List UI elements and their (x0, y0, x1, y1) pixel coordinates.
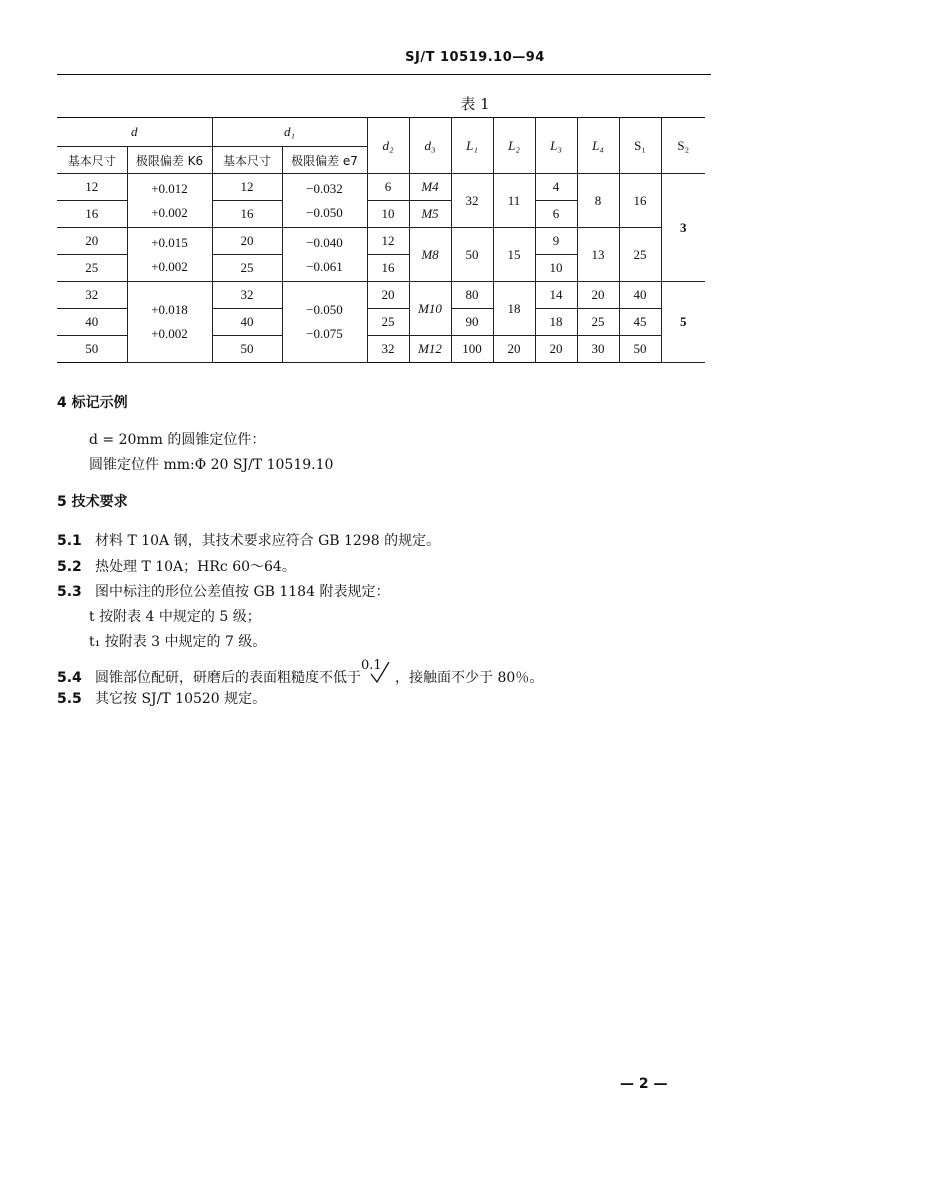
L2-cell: 11 (493, 174, 535, 228)
d-basic-cell: 50 (57, 336, 127, 363)
S1-cell: 45 (619, 309, 661, 336)
L4-cell: 13 (577, 228, 619, 282)
section-5-title: 5 技术要求 (57, 494, 128, 510)
item-text: 圆锥部位配研，研磨后的表面粗糙度不低于 (95, 670, 361, 686)
d1-basic-cell: 25 (212, 255, 282, 282)
col-header-L4: L₄ (577, 118, 619, 174)
page-number: — 2 — (620, 1076, 668, 1092)
requirement-5-3-t1 (89, 632, 266, 652)
d1-deviation-cell: −0.032 −0.050 (282, 174, 367, 228)
d-basic-cell: 25 (57, 255, 127, 282)
subheader-d-basic: 基本尺寸 (57, 147, 127, 174)
roughness-check-icon (361, 662, 395, 684)
L4-cell: 30 (577, 336, 619, 363)
L3-cell: 14 (535, 282, 577, 309)
L4-cell: 25 (577, 309, 619, 336)
subheader-d-deviation: 极限偏差 K6 (127, 147, 212, 174)
requirement-5-5 (57, 689, 266, 709)
L2-cell: 18 (493, 282, 535, 336)
marking-example-line-2: 圆锥定位件 mm:Φ 20 SJ/T 10519.10 (89, 457, 334, 473)
table-row (57, 228, 705, 255)
d-basic-cell: 32 (57, 282, 127, 309)
d1-deviation-cell: −0.040 −0.061 (282, 228, 367, 282)
d-deviation-cell: +0.015 +0.002 (127, 228, 212, 282)
item-number: 5.2 (57, 559, 82, 575)
d-deviation-cell: +0.012 +0.002 (127, 174, 212, 228)
d2-cell: 16 (367, 255, 409, 282)
S1-cell: 16 (619, 174, 661, 228)
d2-cell: 10 (367, 201, 409, 228)
section-4-title: 4 标记示例 (57, 395, 128, 411)
item-text-after: ，接触面不少于 80％。 (395, 670, 544, 686)
L1-cell: 80 (451, 282, 493, 309)
item-number: 5.4 (57, 670, 82, 686)
d-basic-cell: 16 (57, 201, 127, 228)
d3-cell: M5 (409, 201, 451, 228)
S1-cell: 40 (619, 282, 661, 309)
L3-cell: 10 (535, 255, 577, 282)
col-header-L2: L₂ (493, 118, 535, 174)
item-number: 5.5 (57, 691, 82, 707)
table-row (57, 282, 705, 309)
d2-cell: 25 (367, 309, 409, 336)
item-text: t 按附表 4 中规定的 5 级； (89, 609, 261, 625)
S2-cell: 3 (661, 174, 705, 282)
roughness-symbol: 0.1 (361, 662, 395, 682)
item-text: 其它按 SJ/T 10520 规定。 (95, 691, 267, 707)
col-header-S1: S₁ (619, 118, 661, 174)
table-row (57, 174, 705, 201)
col-header-d3: d₃ (409, 118, 451, 174)
item-number: 5.3 (57, 584, 82, 600)
L1-cell: 90 (451, 309, 493, 336)
d3-cell: M12 (409, 336, 451, 363)
d3-cell: M10 (409, 282, 451, 336)
col-header-L3: L₃ (535, 118, 577, 174)
requirement-5-2 (57, 557, 296, 577)
L3-cell: 9 (535, 228, 577, 255)
item-text: 材料 T 10A 钢，其技术要求应符合 GB 1298 的规定。 (95, 533, 441, 549)
L3-cell: 18 (535, 309, 577, 336)
L3-cell: 20 (535, 336, 577, 363)
d-deviation-cell: +0.018 +0.002 (127, 282, 212, 363)
requirement-5-3-t (89, 607, 261, 627)
item-text: t₁ 按附表 3 中规定的 7 级。 (89, 634, 267, 650)
d2-cell: 12 (367, 228, 409, 255)
standard-code-header: SJ/T 10519.10—94 (405, 50, 545, 65)
table-caption: 表 1 (460, 95, 490, 113)
L1-cell: 50 (451, 228, 493, 282)
requirement-5-1 (57, 531, 440, 551)
d-basic-cell: 20 (57, 228, 127, 255)
L3-cell: 6 (535, 201, 577, 228)
group-header-d1: d₁ (212, 118, 367, 147)
d-basic-cell: 12 (57, 174, 127, 201)
col-header-L1: L₁ (451, 118, 493, 174)
L4-cell: 20 (577, 282, 619, 309)
L3-cell: 4 (535, 174, 577, 201)
d1-basic-cell: 20 (212, 228, 282, 255)
dimension-table (57, 117, 705, 363)
item-text: 热处理 T 10A；HRc 60～64。 (95, 559, 296, 575)
item-number: 5.1 (57, 533, 82, 549)
L2-cell: 20 (493, 336, 535, 363)
L1-cell: 32 (451, 174, 493, 228)
d1-basic-cell: 12 (212, 174, 282, 201)
d1-basic-cell: 40 (212, 309, 282, 336)
S1-cell: 50 (619, 336, 661, 363)
requirement-5-4 (57, 658, 544, 688)
d2-cell: 32 (367, 336, 409, 363)
S1-cell: 25 (619, 228, 661, 282)
L4-cell: 8 (577, 174, 619, 228)
S2-cell: 5 (661, 282, 705, 363)
L2-cell: 15 (493, 228, 535, 282)
subheader-d1-basic: 基本尺寸 (212, 147, 282, 174)
col-header-d2: d₂ (367, 118, 409, 174)
d2-cell: 6 (367, 174, 409, 201)
requirement-5-3 (57, 582, 389, 602)
d1-deviation-cell: −0.050 −0.075 (282, 282, 367, 363)
d1-basic-cell: 16 (212, 201, 282, 228)
d1-basic-cell: 50 (212, 336, 282, 363)
d3-cell: M4 (409, 174, 451, 201)
group-header-d: d (57, 118, 212, 147)
d-basic-cell: 40 (57, 309, 127, 336)
d1-basic-cell: 32 (212, 282, 282, 309)
col-header-S2: S₂ (661, 118, 705, 174)
d2-cell: 20 (367, 282, 409, 309)
subheader-d1-deviation: 极限偏差 e7 (282, 147, 367, 174)
d3-cell: M8 (409, 228, 451, 282)
header-rule (57, 74, 711, 75)
marking-example-line-1: d = 20mm 的圆锥定位件： (89, 432, 266, 448)
item-text: 图中标注的形位公差值按 GB 1184 附表规定： (95, 584, 390, 600)
L1-cell: 100 (451, 336, 493, 363)
